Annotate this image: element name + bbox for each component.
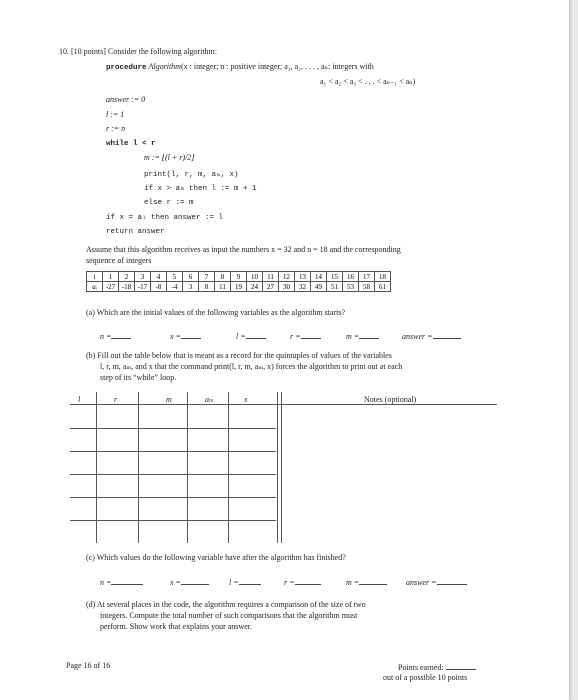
index-cell: 11 <box>263 272 279 282</box>
value-cell: 53 <box>343 282 359 292</box>
index-cell: 6 <box>183 272 199 282</box>
question-prompt: Consider the following algorithm: <box>107 47 217 56</box>
part-c-n-blank[interactable] <box>111 576 143 585</box>
notes-area[interactable] <box>282 405 497 542</box>
index-cell: 13 <box>295 272 311 282</box>
procedure-name: Algorithm <box>148 62 181 71</box>
question-points: [10 points] <box>71 47 106 56</box>
value-cell: 51 <box>327 282 343 292</box>
value-cell: 30 <box>279 282 295 292</box>
index-cell: 1 <box>103 272 119 282</box>
part-a-n-blank[interactable] <box>111 330 131 339</box>
value-cell: 24 <box>247 282 263 292</box>
index-cell: 9 <box>231 272 247 282</box>
index-cell: 3 <box>135 272 151 282</box>
algo-line-print: print(l, r, m, aₘ, x) <box>144 171 239 179</box>
part-b-line3: step of its “while” loop. <box>100 373 177 382</box>
algo-line-while: while l < r <box>106 140 156 148</box>
part-a-r: r = <box>290 330 321 342</box>
part-b-line2: l, r, m, aₘ, and x that the command print(l, r, m, aₘ, x) forces the algorithm to print out at each <box>100 362 403 371</box>
part-c-m: m = <box>346 576 387 588</box>
algo-line-final-if: if x = aₗ then answer := l <box>106 214 224 222</box>
algo-line-r-init: r := n <box>106 124 126 133</box>
part-d-line3: perform. Show work that explains your answer. <box>100 622 252 631</box>
algo-line-else: else r := m <box>144 199 194 207</box>
index-cell: 8 <box>215 272 231 282</box>
value-cell: 58 <box>359 282 375 292</box>
part-c-n: n = <box>100 576 143 588</box>
part-a-l-blank[interactable] <box>246 330 266 339</box>
index-cell: 16 <box>343 272 359 282</box>
part-d-line2: integers. Compute the total number of such comparisons that the algorithm must <box>100 611 358 620</box>
value-cell: 49 <box>311 282 327 292</box>
record-table-body[interactable] <box>70 405 276 542</box>
value-cell: 8 <box>199 282 215 292</box>
value-cell: -8 <box>151 282 167 292</box>
points-earned-blank[interactable] <box>446 661 476 670</box>
row-label-a: aᵢ <box>87 282 103 292</box>
procedure-params: (x : integer; n : positive integer; a₁, a₂, . . . , aₙ: integers with <box>180 62 374 71</box>
part-c-m-blank[interactable] <box>359 576 387 585</box>
part-a-r-blank[interactable] <box>301 330 321 339</box>
algo-line-l-init: l := 1 <box>106 110 125 119</box>
algorithm-condition: a₁ < a₂ < a₃ < . . . < aₙ₋₁ < aₙ) <box>320 77 416 86</box>
part-a-m: m = <box>346 330 379 342</box>
part-a-l: l = <box>236 330 266 342</box>
value-cell: -18 <box>119 282 135 292</box>
question-number: 10. <box>59 47 69 56</box>
col-header-l: l <box>78 395 81 404</box>
value-cell: 3 <box>183 282 199 292</box>
index-cell: 4 <box>151 272 167 282</box>
col-header-r: r <box>114 395 118 404</box>
part-c-answer: answer = <box>406 576 467 588</box>
part-a-x-blank[interactable] <box>181 330 201 339</box>
value-cell: -27 <box>103 282 119 292</box>
part-d-line1: (d) At several places in the code, the algorithm requires a comparison of the size of two <box>86 600 366 609</box>
algo-line-if: if x > aₘ then l := m + 1 <box>144 185 257 193</box>
part-c-answer-blank[interactable] <box>437 576 467 585</box>
part-c-x-blank[interactable] <box>181 576 209 585</box>
part-a-answer-blank[interactable] <box>433 330 461 339</box>
part-c-r-blank[interactable] <box>295 576 321 585</box>
assume-text-line2: sequence of integers <box>86 256 152 265</box>
notes-header: Notes (optional) <box>364 395 417 404</box>
possible-points: out of a possible 10 points <box>383 673 468 682</box>
question-header <box>59 47 217 57</box>
index-cell: 5 <box>167 272 183 282</box>
index-cell: 15 <box>327 272 343 282</box>
value-cell: 32 <box>295 282 311 292</box>
table-notes-divider <box>277 392 278 543</box>
algo-line-return: return answer <box>106 228 165 236</box>
value-cell: 27 <box>263 282 279 292</box>
value-cell: 19 <box>231 282 247 292</box>
algorithm-header <box>106 62 374 73</box>
value-cell: 61 <box>375 282 391 292</box>
index-cell: 7 <box>199 272 215 282</box>
part-b-line1: (b) Fill out the table below that is meant as a record for the quintuples of values of the variables <box>86 351 392 360</box>
value-cell: -17 <box>135 282 151 292</box>
sequence-table <box>86 271 391 292</box>
algo-line-answer-init: answer := 0 <box>106 95 146 104</box>
assume-text-line1: Assume that this algorithm receives as input the numbers x = 32 and n = 18 and the corresponding <box>86 245 401 254</box>
col-header-m: m <box>166 395 172 404</box>
algo-line-midpoint: m := ⌊(l + r)/2⌋ <box>144 153 195 162</box>
col-header-am: aₘ <box>205 395 214 404</box>
part-c-l: l = <box>229 576 261 588</box>
index-cell: 2 <box>119 272 135 282</box>
page-number: Page 16 of 16 <box>66 661 111 670</box>
part-c-prompt: (c) Which values do the following variable have after the algorithm has finished? <box>86 553 346 562</box>
index-cell: 12 <box>279 272 295 282</box>
part-a-x: x = <box>170 330 201 342</box>
sequence-row-values <box>87 282 391 292</box>
part-a-m-blank[interactable] <box>359 330 379 339</box>
sequence-row-index <box>87 272 391 282</box>
value-cell: -4 <box>167 282 183 292</box>
index-cell: 14 <box>311 272 327 282</box>
part-a-answer: answer = <box>402 330 461 342</box>
part-a-n: n = <box>100 330 131 342</box>
col-header-x: x <box>244 395 248 404</box>
value-cell: 11 <box>215 282 231 292</box>
index-cell: 10 <box>247 272 263 282</box>
index-cell: 17 <box>359 272 375 282</box>
part-c-l-blank[interactable] <box>239 576 261 585</box>
points-earned: Points earned: <box>398 661 476 673</box>
part-c-x: x = <box>170 576 209 588</box>
row-label-i: i <box>87 272 103 282</box>
procedure-keyword: procedure <box>106 64 147 72</box>
part-a-prompt: (a) Which are the initial values of the following variables as the algorithm starts? <box>86 308 346 317</box>
index-cell: 18 <box>375 272 391 282</box>
part-c-r: r = <box>284 576 321 588</box>
